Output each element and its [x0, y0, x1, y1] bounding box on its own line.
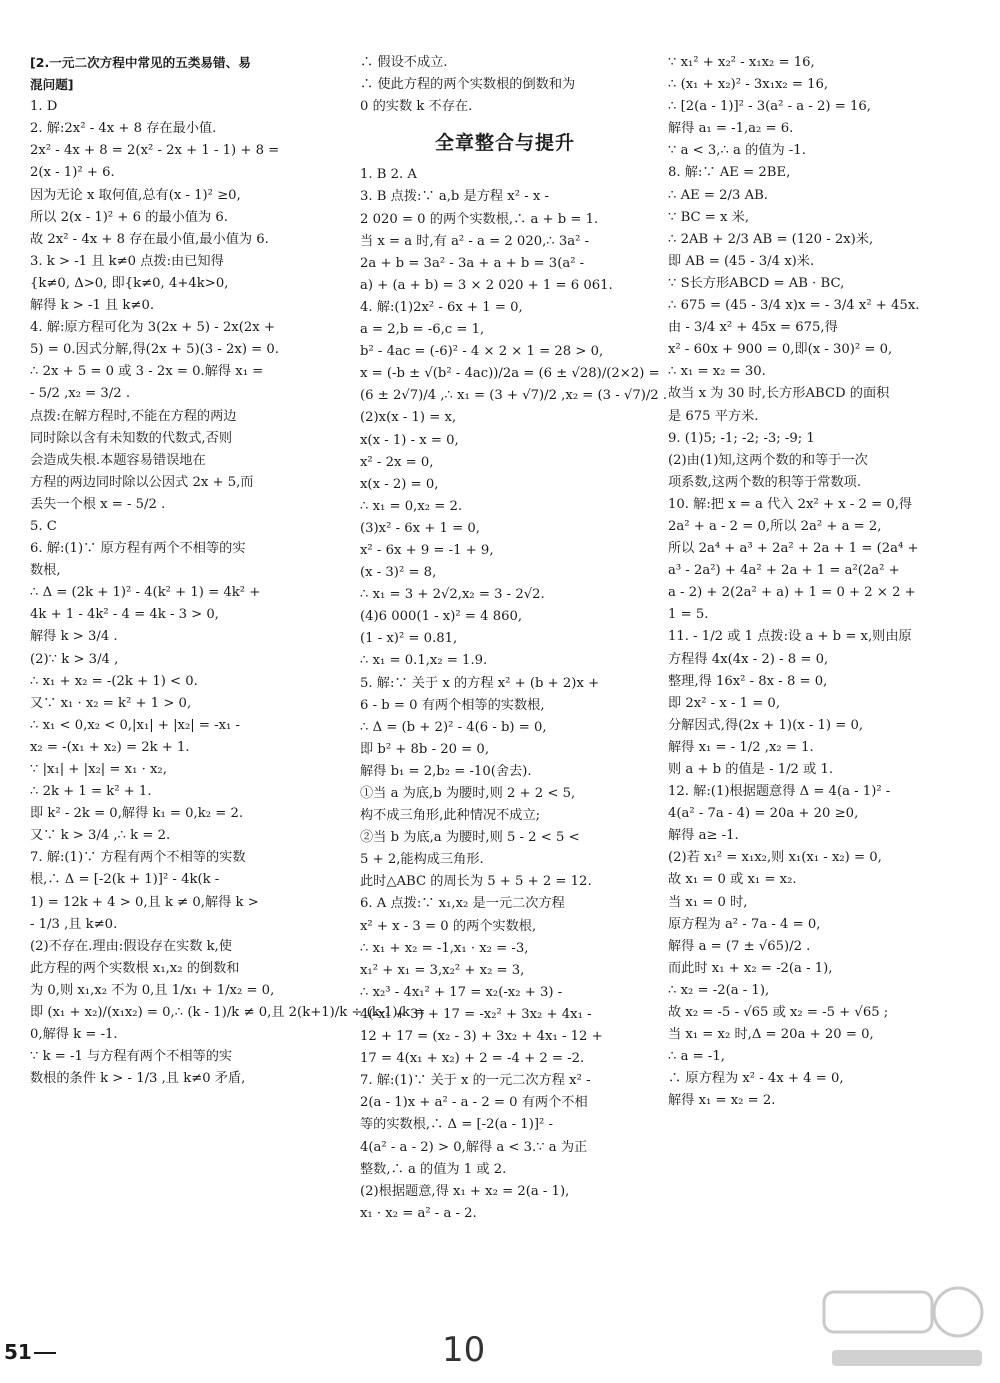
text-line: 0,解得 k = -1.	[30, 1027, 118, 1043]
text-line: 10. 解:把 x = a 代入 2x² + x - 2 = 0,得	[668, 496, 913, 512]
text-line: - 1/3 ,且 k≠0.	[30, 916, 118, 932]
text-line: 4. 解:(1)2x² - 6x + 1 = 0,	[360, 299, 523, 315]
answer-column-3	[668, 52, 988, 1113]
text-line: 6. 解:(1)∵ 原方程有两个不相等的实	[30, 541, 246, 557]
text-line: 故 x₁ = 0 或 x₁ = x₂.	[668, 872, 797, 888]
text-line: 即 2x² - x - 1 = 0,	[668, 695, 781, 711]
text-line: 即 b² + 8b - 20 = 0,	[360, 741, 490, 757]
text-line: 同时除以含有未知数的代数式,否则	[30, 430, 233, 446]
text-line: x = (-b ± √(b² - 4ac))/2a = (6 ± √28)/(2×2) =	[360, 366, 660, 382]
text-line: b² - 4ac = (-6)² - 4 × 2 × 1 = 28 > 0,	[360, 344, 604, 360]
text-line: (6 ± 2√7)/4 ,∴ x₁ = (3 + √7)/2 ,x₂ = (3 - √7)/2 .	[360, 388, 668, 404]
text-line: (2)x(x - 1) = x,	[360, 410, 457, 426]
text-line: 4k + 1 - 4k² - 4 = 4k - 3 > 0,	[30, 607, 220, 623]
text-line: x(x - 2) = 0,	[360, 476, 439, 492]
text-line: 2(a - 1)x + a² - a - 2 = 0 有两个不相	[360, 1095, 588, 1111]
text-line: 2a² + a - 2 = 0,所以 2a² + a = 2,	[668, 518, 882, 534]
text-line: 2(x - 1)² + 6.	[30, 165, 115, 181]
text-line: 根,∴ Δ = [-2(k + 1)]² - 4k(k -	[30, 872, 220, 888]
section-title: 全章整合与提升	[434, 132, 575, 155]
text-line: 即 k² - 2k = 0,解得 k₁ = 0,k₂ = 2.	[30, 806, 244, 822]
text-line: ∴ x₂ = -2(a - 1),	[668, 982, 770, 998]
text-line: 此方程的两个实数根 x₁,x₂ 的倒数和	[30, 960, 240, 976]
text-line: x² - 60x + 900 = 0,即(x - 30)² = 0,	[668, 342, 893, 358]
text-line: 则 a + b 的值是 - 1/2 或 1.	[668, 762, 834, 777]
text-line: ∴ 2k + 1 = k² + 1.	[30, 784, 152, 800]
text-line: 此时△ABC 的周长为 5 + 5 + 2 = 12.	[360, 874, 592, 890]
watermark-logo	[818, 1280, 988, 1376]
text-line: 4. 解:原方程可化为 3(2x + 5) - 2x(2x +	[30, 320, 275, 336]
text-line: 12 + 17 = (x₂ - 3) + 3x₂ + 4x₁ - 12 +	[360, 1029, 603, 1045]
text-line: 解得 a≥ -1.	[668, 828, 739, 844]
text-line: 1) = 12k + 4 > 0,且 k ≠ 0,解得 k >	[30, 894, 259, 910]
text-line: 等的实数根,∴ Δ = [-2(a - 1)]² -	[360, 1117, 553, 1133]
text-line: 17 = 4(x₁ + x₂) + 2 = -4 + 2 = -2.	[360, 1051, 585, 1067]
text-line: ∴ (x₁ + x₂)² - 3x₁x₂ = 16,	[668, 77, 829, 93]
text-line: 1. D	[30, 99, 58, 115]
text-line: ∴ x₁ = x₂ = 30.	[668, 364, 766, 380]
text-line: 数根,	[30, 563, 61, 579]
text-line: 2. 解:2x² - 4x + 8 存在最小值.	[30, 121, 217, 137]
page-number: 51	[4, 1340, 32, 1364]
text-line: 故当 x 为 30 时,长方形ABCD 的面积	[668, 386, 890, 402]
text-line: ∵ k = -1 与方程有两个不相等的实	[30, 1049, 233, 1065]
text-line: ∴ a = -1,	[668, 1049, 725, 1065]
text-line: 3. B 点拨:∵ a,b 是方程 x² - x -	[360, 189, 549, 205]
text-line: x₁² + x₁ = 3,x₂² + x₂ = 3,	[360, 962, 525, 978]
text-line: 3. k > -1 且 k≠0 点拨:由已知得	[30, 253, 224, 269]
text-line: ∵ S长方形ABCD = AB · BC,	[668, 275, 845, 291]
text-line: a³ - 2a²) + 4a² + 2a + 1 = a²(2a² +	[668, 563, 900, 579]
text-line: 所以 2(x - 1)² + 6 的最小值为 6.	[30, 209, 228, 225]
text-line: ∴ x₁ = 3 + 2√2,x₂ = 3 - 2√2.	[360, 587, 545, 603]
text-line: {k≠0, Δ>0, 即{k≠0, 4+4k>0,	[30, 275, 229, 291]
handwritten-mark: 10	[442, 1330, 486, 1370]
text-line: 方程得 4x(4x - 2) - 8 = 0,	[668, 651, 829, 667]
text-line: x(x - 1) - x = 0,	[360, 432, 459, 448]
text-line: 即 (x₁ + x₂)/(x₁x₂) = 0,∴ (k - 1)/k ≠ 0,且 2(k+1)/k ÷ (k-1)/k =	[30, 1005, 426, 1021]
text-line: ∴ x₁ + x₂ = -(2k + 1) < 0.	[30, 673, 198, 689]
text-line: 解得 k > 3/4 .	[30, 629, 118, 645]
text-line: 所以 2a⁴ + a³ + 2a² + 2a + 1 = (2a⁴ +	[668, 541, 919, 557]
text-line: 又∵ x₁ · x₂ = k² + 1 > 0,	[30, 695, 192, 711]
text-line: 4(a² - a - 2) > 0,解得 a < 3.∵ a 为正	[360, 1139, 588, 1155]
text-line: 由 - 3/4 x² + 45x = 675,得	[668, 320, 838, 336]
text-line: 11. - 1/2 或 1 点拨:设 a + b = x,则由原	[668, 629, 912, 645]
text-line: ∵ a < 3,∴ a 的值为 -1.	[668, 143, 806, 159]
answer-column-2	[360, 52, 668, 1225]
text-line: x₂ = -(x₁ + x₂) = 2k + 1.	[30, 739, 190, 755]
text-line: 又∵ k > 3/4 ,∴ k = 2.	[30, 828, 171, 844]
text-line: 5. 解:∵ 关于 x 的方程 x² + (b + 2)x +	[360, 675, 600, 691]
text-line: (2)由(1)知,这两个数的和等于一次	[668, 452, 868, 468]
text-line: 4(-x₁ + 3) + 17 = -x₂² + 3x₂ + 4x₁ -	[360, 1006, 592, 1022]
text-line: ∵ |x₁| + |x₂| = x₁ · x₂,	[30, 762, 167, 777]
text-line: ∴ [2(a - 1)]² - 3(a² - a - 2) = 16,	[668, 99, 871, 115]
text-line: 构不成三角形,此种情况不成立;	[360, 808, 541, 824]
text-line: 为 0,则 x₁,x₂ 不为 0,且 1/x₁ + 1/x₂ = 0,	[30, 982, 275, 998]
text-line: 而此时 x₁ + x₂ = -2(a - 1),	[668, 960, 833, 976]
text-line: x² + x - 3 = 0 的两个实数根,	[360, 918, 537, 934]
text-line: a - 2) + 2(2a² + a) + 1 = 0 + 2 × 2 +	[668, 585, 916, 601]
text-line: ∴ 使此方程的两个实数根的倒数和为	[360, 77, 576, 93]
text-line: 2a + b = 3a² - 3a + a + b = 3(a² -	[360, 255, 585, 271]
text-line: 5) = 0.因式分解,得(2x + 5)(3 - 2x) = 0.	[30, 342, 279, 358]
text-line: ∴ 假设不成立.	[360, 55, 448, 70]
text-line: 整理,得 16x² - 8x - 8 = 0,	[668, 673, 828, 689]
text-line: 5 + 2,能构成三角形.	[360, 852, 484, 868]
text-line: 丢失一个根 x = - 5/2 .	[30, 496, 166, 512]
text-line: (2)若 x₁² = x₁x₂,则 x₁(x₁ - x₂) = 0,	[668, 850, 882, 866]
text-line: 6. A 点拨:∵ x₁,x₂ 是一元二次方程	[360, 896, 565, 912]
text-line: 方程的两边同时除以公因式 2x + 5,而	[30, 474, 254, 490]
text-line: ∴ Δ = (b + 2)² - 4(6 - b) = 0,	[360, 719, 547, 735]
text-line: 项系数,这两个数的积等于常数项.	[668, 474, 862, 490]
text-line: 即 AB = (45 - 3/4 x)米.	[668, 253, 815, 269]
text-line: ∴ 675 = (45 - 3/4 x)x = - 3/4 x² + 45x.	[668, 298, 920, 314]
text-line: 分解因式,得(2x + 1)(x - 1) = 0,	[668, 717, 864, 733]
text-line: (4)6 000(1 - x)² = 4 860,	[360, 609, 523, 625]
text-line: 解得 a = (7 ± √65)/2 .	[668, 938, 811, 954]
text-line: 故 x₂ = -5 - √65 或 x₂ = -5 + √65 ;	[668, 1005, 889, 1021]
text-line: 原方程为 a² - 7a - 4 = 0,	[668, 916, 821, 932]
text-line: 1 = 5.	[668, 607, 709, 623]
text-line: 数根的条件 k > - 1/3 ,且 k≠0 矛盾,	[30, 1071, 246, 1087]
text-line: 2x² - 4x + 8 = 2(x² - 2x + 1 - 1) + 8 =	[30, 143, 280, 159]
text-line: x² - 6x + 9 = -1 + 9,	[360, 542, 494, 558]
text-line: 解得 x₁ = x₂ = 2.	[668, 1093, 776, 1109]
text-line: 0 的实数 k 不存在.	[360, 99, 473, 115]
text-line: 是 675 平方米.	[668, 408, 759, 424]
text-line: ∴ x₁ < 0,x₂ < 0,|x₁| + |x₂| = -x₁ -	[30, 717, 240, 733]
text-line: ∴ x₁ + x₂ = -1,x₁ · x₂ = -3,	[360, 940, 529, 956]
text-line: ∴ 2x + 5 = 0 或 3 - 2x = 0.解得 x₁ =	[30, 364, 264, 380]
text-line: 解得 k > -1 且 k≠0.	[30, 298, 155, 314]
text-line: 9. (1)5; -1; -2; -3; -9; 1	[668, 430, 815, 446]
text-line: 2 020 = 0 的两个实数根,∴ a + b = 1.	[360, 211, 599, 227]
text-line: 解得 x₁ = - 1/2 ,x₂ = 1.	[668, 739, 814, 755]
text-line: (3)x² - 6x + 1 = 0,	[360, 520, 480, 536]
text-line: ∴ x₂³ - 4x₁² + 17 = x₂(-x₂ + 3) -	[360, 984, 563, 1000]
text-line: 4(a² - 7a - 4) = 20a + 20 ≥0,	[668, 806, 859, 822]
text-line: 当 x = a 时,有 a² - a = 2 020,∴ 3a² -	[360, 233, 590, 249]
text-line: 点拨:在解方程时,不能在方程的两边	[30, 408, 237, 424]
answer-column-2-continuation	[360, 52, 650, 118]
text-line: a) + (a + b) = 3 × 2 020 + 1 = 6 061.	[360, 277, 613, 293]
text-line: 5. C	[30, 518, 57, 534]
text-line: x² - 2x = 0,	[360, 454, 434, 470]
text-line: 1. B 2. A	[360, 167, 417, 183]
text-line: ∴ 原方程为 x² - 4x + 4 = 0,	[668, 1071, 844, 1087]
text-line: 12. 解:(1)根据题意得 Δ = 4(a - 1)² -	[668, 784, 891, 800]
text-line: ∵ x₁² + x₂² - x₁x₂ = 16,	[668, 55, 815, 70]
text-line: 7. 解:(1)∵ 关于 x 的一元二次方程 x² -	[360, 1073, 591, 1089]
text-line: ∵ BC = x 米,	[668, 209, 750, 225]
text-line: 整数,∴ a 的值为 1 或 2.	[360, 1161, 507, 1177]
text-line: (2)∵ k > 3/4 ,	[30, 651, 119, 667]
text-line: 解得 b₁ = 2,b₂ = -10(舍去).	[360, 763, 532, 779]
text-line: - 5/2 ,x₂ = 3/2 .	[30, 386, 131, 402]
text-line: 6 - b = 0 有两个相等的实数根,	[360, 697, 545, 713]
text-line: (2)不存在.理由:假设存在实数 k,使	[30, 938, 232, 954]
text-line: (1 - x)² = 0.81,	[360, 631, 458, 647]
text-line: ∴ 2AB + 2/3 AB = (120 - 2x)米,	[668, 231, 874, 247]
text-line: [2.一元二次方程中常见的五类易错、易	[30, 55, 251, 70]
text-line: ∴ Δ = (2k + 1)² - 4(k² + 1) = 4k² +	[30, 585, 261, 601]
text-line: 混问题]	[30, 77, 74, 93]
text-line: 7. 解:(1)∵ 方程有两个不相等的实数	[30, 850, 246, 866]
text-line: a = 2,b = -6,c = 1,	[360, 322, 485, 338]
page-number-dash	[34, 1352, 56, 1354]
text-line: (x - 3)² = 8,	[360, 565, 437, 581]
text-line: ∴ x₁ = 0.1,x₂ = 1.9.	[360, 653, 488, 669]
text-line: ②当 b 为底,a 为腰时,则 5 - 2 < 5 <	[360, 830, 580, 846]
text-line: 故 2x² - 4x + 8 存在最小值,最小值为 6.	[30, 231, 269, 247]
text-line: 当 x₁ = x₂ 时,Δ = 20a + 20 = 0,	[668, 1027, 874, 1043]
text-line: 8. 解:∵ AE = 2BE,	[668, 165, 791, 181]
text-line: x₁ · x₂ = a² - a - 2.	[360, 1205, 477, 1221]
text-line: 会造成失根.本题容易错误地在	[30, 452, 206, 468]
text-line: 因为无论 x 取何值,总有(x - 1)² ≥0,	[30, 187, 241, 203]
text-line: ∴ AE = 2/3 AB.	[668, 187, 768, 203]
text-line: ∴ x₁ = 0,x₂ = 2.	[360, 498, 463, 514]
text-line: (2)根据题意,得 x₁ + x₂ = 2(a - 1),	[360, 1183, 570, 1199]
text-line: 解得 a₁ = -1,a₂ = 6.	[668, 121, 794, 137]
answer-column-2-body	[360, 164, 668, 1225]
text-line: 当 x₁ = 0 时,	[668, 894, 748, 910]
text-line: ①当 a 为底,b 为腰时,则 2 + 2 < 5,	[360, 786, 576, 801]
